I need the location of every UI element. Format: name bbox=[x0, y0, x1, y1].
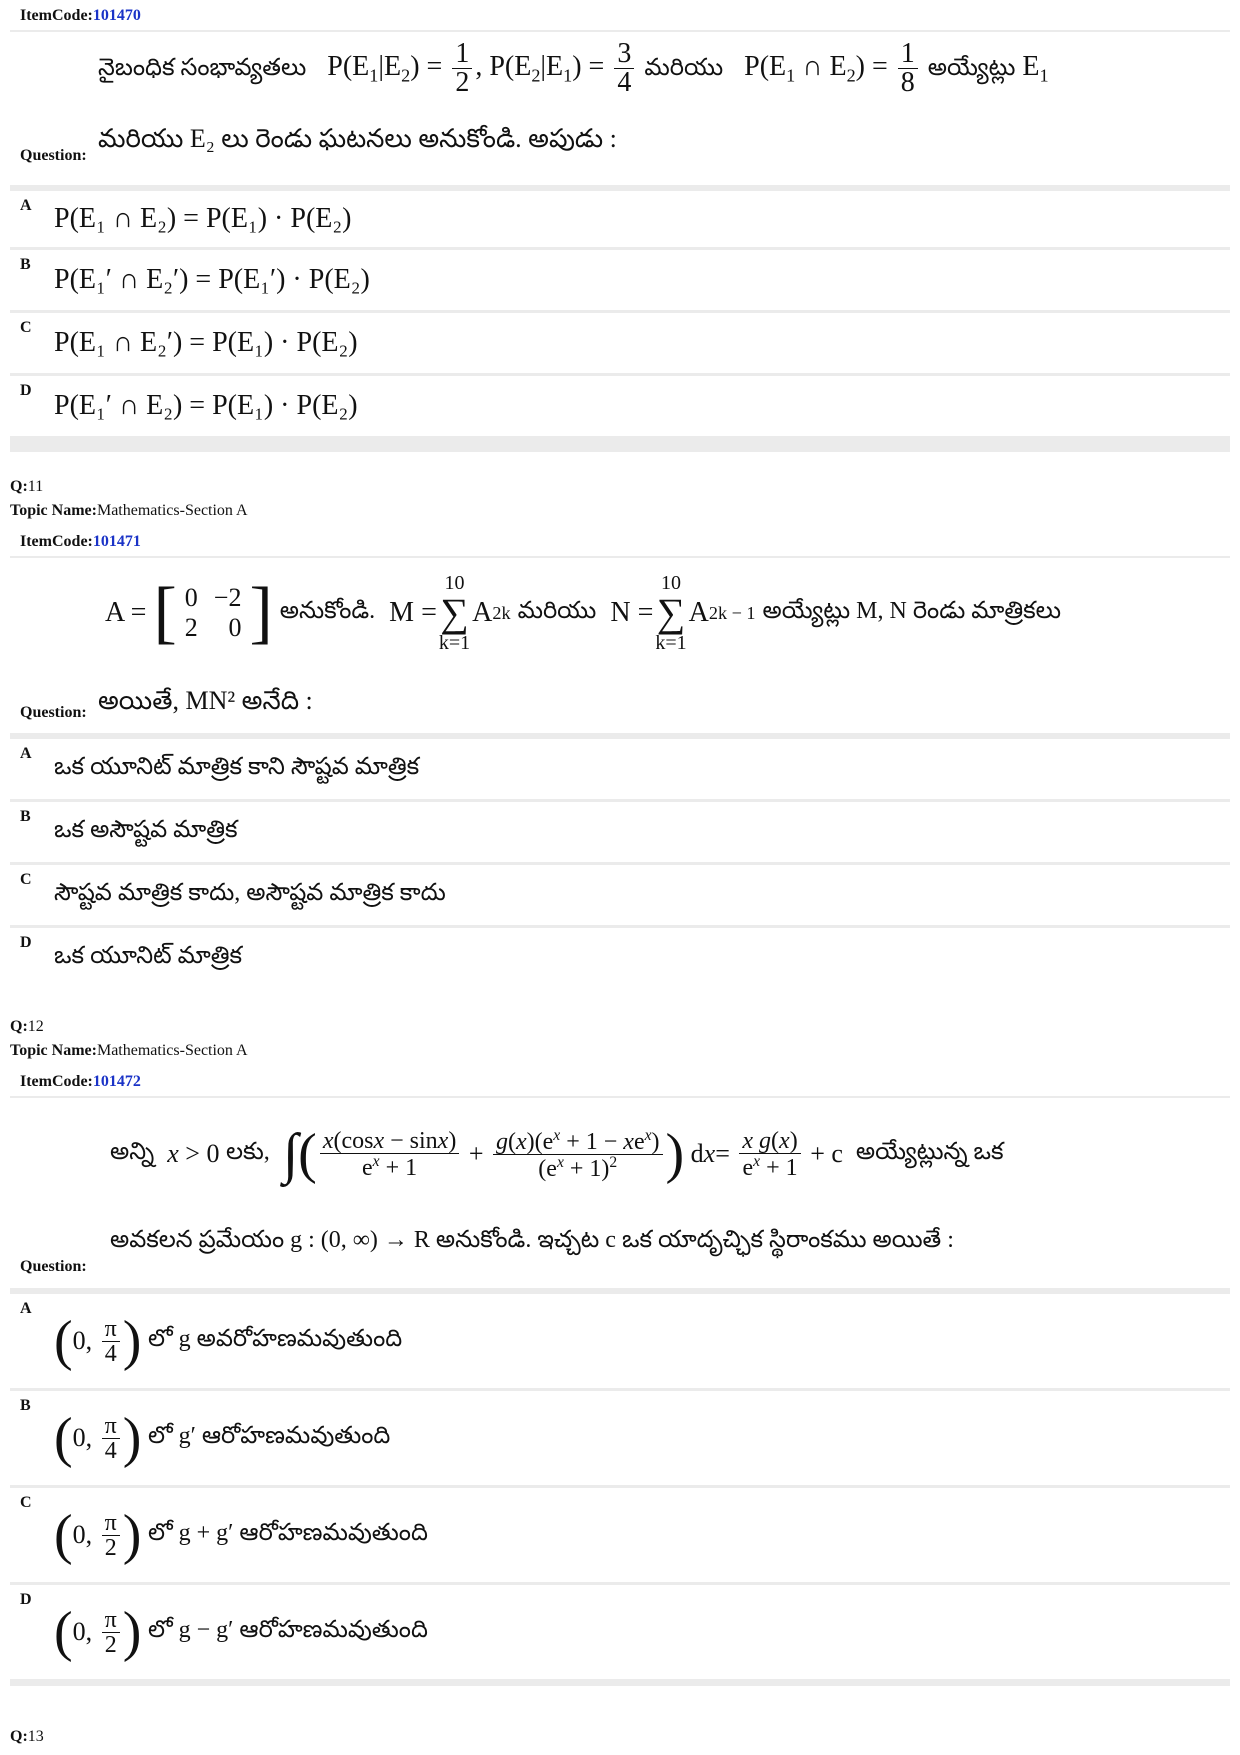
stem-text: అయ్యేట్లున్న ఒక bbox=[855, 1138, 1004, 1165]
stem-text: అయ్యేట్లు bbox=[927, 54, 1016, 81]
stem-text: అనుకోండి. bbox=[279, 597, 376, 624]
option-letter: C bbox=[20, 319, 32, 336]
topic-name: Mathematics-Section A bbox=[96, 502, 248, 519]
question-stem bbox=[10, 1098, 1230, 1288]
question-number bbox=[10, 1728, 44, 1746]
pi-denominator: 4 bbox=[104, 1340, 117, 1367]
q-number: 12 bbox=[27, 1018, 44, 1035]
option-c[interactable] bbox=[10, 313, 1230, 373]
option-b[interactable]: B ( 0, $\frac{\pi}{4}$ ) లో g′ ఆరోహణమవుతుంది bbox=[10, 1391, 1230, 1485]
topic-label: Topic Name: bbox=[10, 502, 97, 519]
item-code-row bbox=[10, 1066, 1230, 1096]
question-number bbox=[10, 1018, 44, 1036]
q-label: Q: bbox=[10, 1728, 28, 1745]
topic-row bbox=[10, 1042, 248, 1060]
topic-label: Topic Name: bbox=[10, 1042, 97, 1059]
pi-denominator: 2 bbox=[104, 1534, 117, 1561]
q-label: Q: bbox=[10, 1018, 28, 1035]
question-label: Question: bbox=[20, 1258, 87, 1275]
option-d[interactable] bbox=[10, 376, 1230, 436]
option-text: P(E₁ ∩ E₂′) = P(E₁) · P(E₂) bbox=[50, 313, 1230, 373]
option-c[interactable]: C ( 0, $\frac{\pi}{2}$ ) లో g + g′ ఆరోహణమవుతుంది bbox=[10, 1488, 1230, 1582]
stem-line-2: అవకలన ప్రమేయం g : (0, ∞) → R అనుకోండి. ఇచ్చట c ఒక యాదృచ్ఛిక స్థిరాంకము అయితే : bbox=[110, 1227, 954, 1253]
stem-text: మరియు bbox=[517, 597, 597, 624]
question-stem bbox=[10, 32, 1230, 185]
stem-line-1: అన్ని x > 0 లకు, ∫ ( $\frac{x(\cos x - \sin x)}{e^x + 1}$ + $\frac{g(x)(e^x + 1 - xe^x)}{(e^x + 1)^2}$ ) d x = $\frac{\text{x g(x)}}{e^x + 1}$ + c అయ్యేట్లున్న ఒక bbox=[110, 1122, 1004, 1185]
item-code-label: ItemCode: bbox=[20, 533, 93, 550]
item-code-value: 101470 bbox=[92, 7, 141, 24]
option-letter: B bbox=[20, 1397, 31, 1414]
question-stem bbox=[10, 558, 1230, 733]
option-text: P(E₁′ ∩ E₂′) = P(E₁′) · P(E₂) bbox=[50, 250, 1230, 310]
stem-line-1: A = [ 0 −2 2 0 ] అనుకోండి. M = 10 ∑ k=1 A 2k మరియు N = 10 ∑ k=1 A 2k − 1 అయ్యేట్లు M, N రెండు మాత్రికలు bbox=[105, 572, 1062, 654]
option-letter: D bbox=[20, 1591, 32, 1608]
item-code-label: ItemCode: bbox=[20, 1073, 93, 1090]
stem-line-1: నైబంధిక సంభావ్యతలు $P(E_1|E_2)$ = $\frac{1}{2}$ , $P(E_2|E_1)$ = $\frac{3}{4}$ మరియు $P(E_1$ ∩ $E_2$) = $\frac{1}{8}$ అయ్యేట్లు $E_1$ bbox=[98, 38, 1049, 98]
q-label: Q: bbox=[10, 478, 28, 495]
item-code-label: ItemCode: bbox=[20, 7, 93, 24]
option-text: లో g అవరోహణమవుతుంది bbox=[147, 1325, 403, 1352]
stem-line-2: అయితే, MN² అనేది : bbox=[98, 686, 313, 715]
stem-text: లకు, bbox=[225, 1138, 270, 1165]
stem-text: మరియు bbox=[644, 54, 724, 81]
option-text: ఒక అసౌష్టవ మాత్రిక bbox=[50, 802, 1230, 862]
question-label: Question: bbox=[20, 704, 87, 721]
item-code-row bbox=[10, 526, 1230, 556]
question-number bbox=[10, 478, 43, 496]
option-letter: A bbox=[20, 1300, 32, 1317]
option-letter: C bbox=[20, 1494, 32, 1511]
option-d[interactable] bbox=[10, 928, 1230, 988]
topic-name: Mathematics-Section A bbox=[96, 1042, 248, 1059]
option-letter: D bbox=[20, 934, 32, 951]
stem-line-2: మరియు E₂ లు రెండు ఘటనలు అనుకోండి. అపుడు : bbox=[98, 124, 617, 153]
option-text: P(E₁ ∩ E₂) = P(E₁) · P(E₂) bbox=[50, 191, 1230, 247]
option-letter: A bbox=[20, 197, 32, 214]
option-d[interactable]: D ( 0, $\frac{\pi}{2}$ ) లో g − g′ ఆరోహణమవుతుంది bbox=[10, 1585, 1230, 1679]
topic-row bbox=[10, 502, 248, 520]
pi-denominator: 2 bbox=[104, 1631, 117, 1658]
stem-text: నైబంధిక సంభావ్యతలు bbox=[98, 54, 307, 81]
option-text: లో g + g′ ఆరోహణమవుతుంది bbox=[147, 1519, 428, 1546]
option-text: ఒక యూనిట్ మాత్రిక కాని సౌష్టవ మాత్రిక bbox=[50, 739, 1230, 799]
option-a[interactable] bbox=[10, 739, 1230, 799]
item-code-value: 101472 bbox=[92, 1073, 141, 1090]
item-code-value: 101471 bbox=[92, 533, 141, 550]
option-text: ఒక యూనిట్ మాత్రిక bbox=[50, 928, 1230, 988]
question-12-block bbox=[10, 1066, 1230, 1686]
option-letter: B bbox=[20, 256, 31, 273]
option-letter: A bbox=[20, 745, 32, 762]
item-code-row bbox=[10, 0, 1230, 30]
option-letter: B bbox=[20, 808, 31, 825]
question-label: Question: bbox=[20, 147, 87, 164]
stem-text: అయ్యేట్లు M, N రెండు మాత్రికలు bbox=[762, 597, 1062, 624]
q-number: 11 bbox=[27, 478, 44, 495]
option-b[interactable] bbox=[10, 802, 1230, 862]
option-text: P(E₁′ ∩ E₂) = P(E₁) · P(E₂) bbox=[50, 376, 1230, 436]
option-text: లో g′ ఆరోహణమవుతుంది bbox=[147, 1422, 391, 1449]
option-text: లో g − g′ ఆరోహణమవుతుంది bbox=[147, 1616, 428, 1643]
question-11-block bbox=[10, 526, 1230, 988]
option-letter: D bbox=[20, 382, 32, 399]
stem-text: అన్ని bbox=[110, 1138, 155, 1165]
option-letter: C bbox=[20, 871, 32, 888]
option-text: సౌష్టవ మాత్రిక కాదు, అసౌష్టవ మాత్రిక కాదు bbox=[50, 865, 1230, 925]
option-a[interactable]: A ( 0, $\frac{\pi}{4}$ ) లో g అవరోహణమవుతుంది bbox=[10, 1294, 1230, 1388]
option-a[interactable] bbox=[10, 191, 1230, 247]
option-b[interactable] bbox=[10, 250, 1230, 310]
q-number: 13 bbox=[27, 1728, 44, 1745]
question-10-block bbox=[10, 0, 1230, 452]
pi-denominator: 4 bbox=[104, 1437, 117, 1464]
option-c[interactable] bbox=[10, 865, 1230, 925]
